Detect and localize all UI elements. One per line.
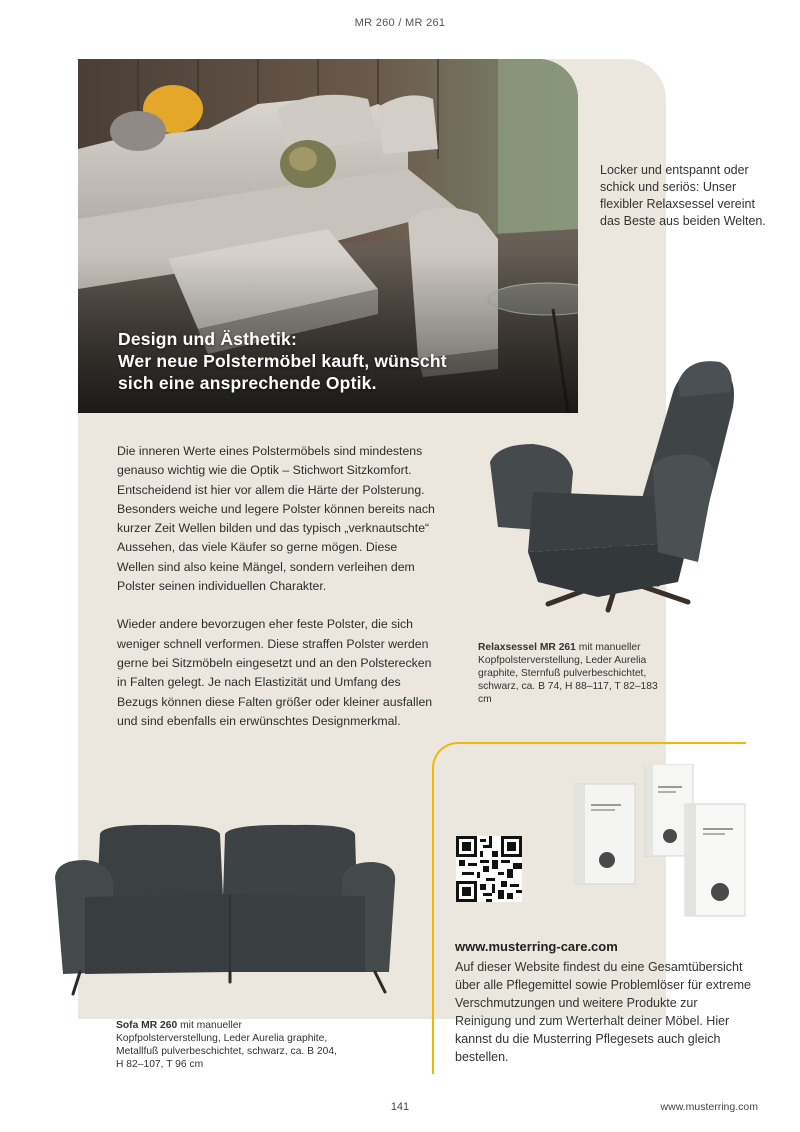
relaxsessel-image bbox=[488, 352, 750, 614]
care-description: Auf dieser Website findest du eine Gesamtübersicht über alle Pflegemittel sowie Problemlöser für extreme Verschmutzungen und weitere Produkte zur Reinigung und zum Werterhalt deiner Möbel. Hier kannst du die Musterring Pflegesets auch gleich bestellen. bbox=[455, 960, 751, 1064]
sofa-image bbox=[55, 822, 400, 997]
hero-headline-line: Wer neue Polstermöbel kauft, wünscht bbox=[118, 351, 447, 371]
qr-code[interactable] bbox=[456, 836, 522, 902]
relaxsessel-caption bbox=[478, 641, 658, 706]
caption-product-name: Sofa MR 260 bbox=[116, 1020, 178, 1031]
caption-details: mit manueller Kopfpolsterverstellung, Leder Aurelia graphite, Metallfuß pulverbeschichtet, schwarz, ca. B 204, H 82–107, T 96 cm bbox=[116, 1020, 337, 1070]
page-header: MR 260 / MR 261 bbox=[354, 17, 446, 29]
caption-details: mit manueller Kopfpolsterverstellung, Leder Aurelia graphite, Sternfuß pulverbeschichtet, schwarz, ca. B 74, H 88–117, T 82–183 cm bbox=[478, 642, 658, 705]
body-text bbox=[117, 442, 437, 750]
footer-website-link[interactable]: www.musterring.com bbox=[660, 1101, 758, 1113]
sofa-caption bbox=[116, 1019, 346, 1071]
care-products-image bbox=[565, 764, 755, 919]
body-paragraph: Wieder andere bevorzugen eher feste Polster, die sich weniger schnell verformen. Diese straffen Polster werden gerne bei Sitzmöbeln eingesetzt und an den Polsterecken in Falten gelegt. Je nach Elastizität und Umfang des Bezugs können diese Falten größer oder kleiner ausfallen und sind ebenfalls ein erwünschtes Designmerkmal. bbox=[117, 617, 433, 728]
page-number: 141 bbox=[390, 1101, 410, 1113]
hero-headline-line: sich eine ansprechende Optik. bbox=[118, 373, 377, 393]
caption-product-name: Relaxsessel MR 261 bbox=[478, 642, 576, 653]
body-paragraph: Die inneren Werte eines Polstermöbels sind mindestens genauso wichtig wie die Optik – Stichwort Sitzkomfort. Entscheidend ist hier vor allem die Härte der Polsterung. Besonders weiche und legere Polster können bereits nach kurzer Zeit Wellen bilden und das typisch „verknautschte“ Aussehen, das viele Käufer so gerne mögen. Diese Wellen sind also keine Mängel, sondern verleihen dem Polster seinen individuellen Charakter. bbox=[117, 444, 435, 594]
intro-text: Locker und entspannt oder schick und seriös: Unser flexibler Relaxsessel vereint das Beste aus beiden Welten. bbox=[600, 163, 766, 228]
care-website-link[interactable]: www.musterring-care.com bbox=[455, 939, 618, 954]
hero-headline-line: Design und Ästhetik: bbox=[118, 329, 298, 349]
